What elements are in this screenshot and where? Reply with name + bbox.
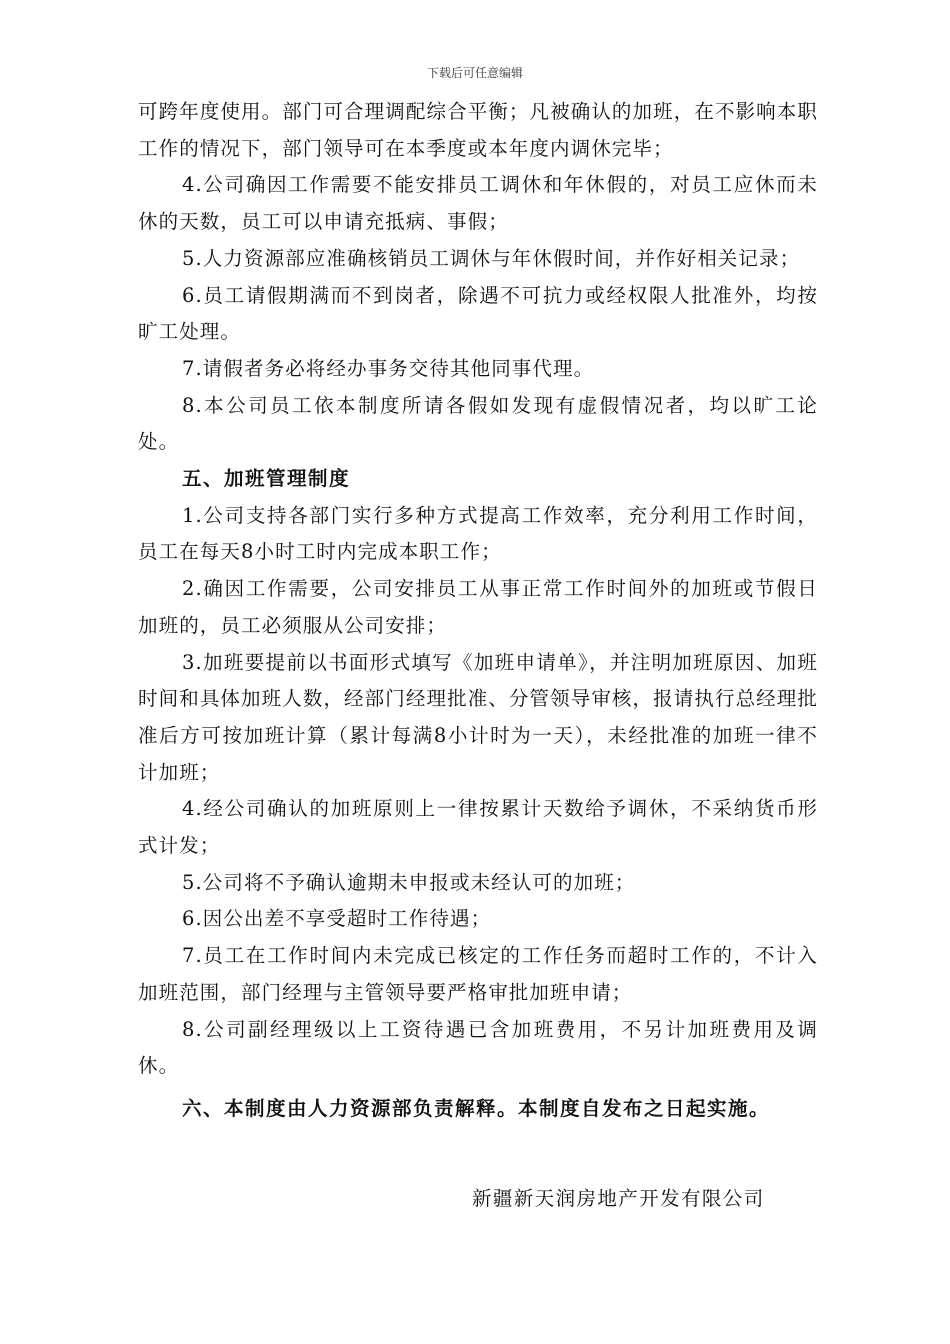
- overtime-rule-1: 1.公司支持各部门实行多种方式提高工作效率，充分利用工作时间，员工在每天8小时工时内完成本职工作；: [138, 503, 818, 564]
- overtime-rule-3: 3.加班要提前以书面形式填写《加班申请单》，并注明加班原因、加班时间和具体加班人数，经部门经理批准、分管领导审核，报请执行总经理批准后方可按加班计算（累计每满8小计时为一天），未经批准的加班一律不计加班；: [138, 650, 818, 784]
- section-heading-overtime: 五、加班管理制度: [182, 467, 351, 491]
- document-body: [138, 94, 818, 1128]
- page-header-watermark: 下载后可任意编辑: [426, 66, 523, 80]
- overtime-rule-7: 7.员工在工作时间内未完成已核定的工作任务而超时工作的，不计入加班范围，部门经理与主管领导要严格审批加班申请；: [138, 944, 818, 1004]
- overtime-rule-4: 4.经公司确认的加班原则上一律按累计天数给予调休，不采纳货币形式计发；: [138, 797, 818, 858]
- overtime-rule-8: 8.公司副经理级以上工资待遇已含加班费用，不另计加班费用及调休。: [138, 1017, 818, 1078]
- leave-rule-8: 8.本公司员工依本制度所请各假如发现有虚假情况者，均以旷工论处。: [138, 393, 818, 454]
- overtime-rule-6: 6.因公出差不享受超时工作待遇；: [182, 907, 492, 931]
- overtime-rule-5: 5.公司将不予确认逾期未申报或未经认可的加班；: [182, 870, 636, 894]
- section-heading-interpretation: 六、本制度由人力资源部负责解释。本制度自发布之日起实施。: [182, 1096, 771, 1120]
- leave-rule-4: 4.公司确因工作需要不能安排员工调休和年休假的，对员工应休而未休的天数，员工可以申请充抵病、事假；: [138, 173, 818, 234]
- overtime-rule-2: 2.确因工作需要，公司安排员工从事正常工作时间外的加班或节假日加班的，员工必须服从公司安排；: [138, 577, 818, 637]
- company-signature: 新疆新天润房地产开发有限公司: [472, 1187, 765, 1210]
- leave-rule-7: 7.请假者务必将经办事务交待其他同事代理。: [182, 356, 595, 380]
- paragraph-continuation: 可跨年度使用。部门可合理调配综合平衡；凡被确认的加班，在不影响本职工作的情况下，部门领导可在本季度或本年度内调休完毕；: [138, 100, 818, 160]
- leave-rule-6: 6.员工请假期满而不到岗者，除遇不可抗力或经权限人批准外，均按旷工处理。: [138, 283, 818, 344]
- leave-rule-5: 5.人力资源部应准确核销员工调休与年休假时间，并作好相关记录；: [182, 246, 801, 270]
